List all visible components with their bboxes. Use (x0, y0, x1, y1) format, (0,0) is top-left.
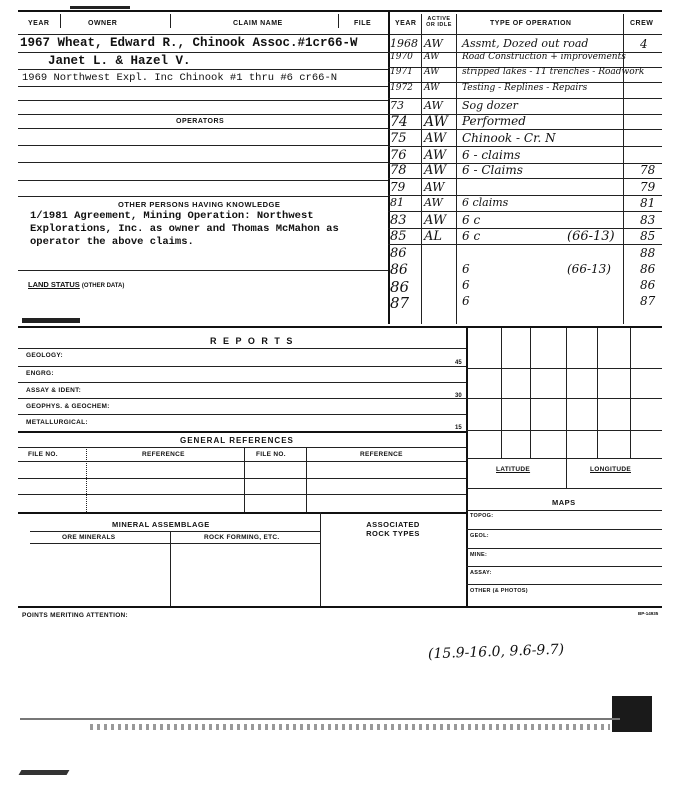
associated-rock-types-label: ASSOCIATED ROCK TYPES (366, 520, 420, 538)
operators-label: OPERATORS (176, 118, 225, 125)
activity-operation: Testing - Replines - Repairs (462, 83, 588, 93)
form-number: BP-14935 (638, 611, 659, 616)
col-year-2: YEAR (395, 20, 417, 27)
activity-year: 78 (390, 163, 407, 178)
activity-year: 1971 (390, 67, 413, 77)
scan-blot (612, 696, 652, 732)
bracket-note-1: (66-13) (567, 229, 615, 244)
activity-status: AW (424, 99, 443, 112)
activity-operation: Sog dozer (462, 99, 518, 112)
activity-operation: 6 c (462, 213, 481, 227)
col-active-idle: ACTIVE OR IDLE (426, 16, 452, 28)
activity-crew: 78 (640, 163, 656, 177)
activity-year: 87 (390, 294, 410, 312)
scan-smudge (22, 318, 80, 323)
coordinates-note: (15.9-16.0, 9.6-9.7) (427, 641, 565, 663)
activity-operation: 6 claims (462, 196, 509, 209)
activity-crew: 86 (640, 262, 656, 276)
activity-crew: 4 (640, 37, 648, 51)
activity-status: AW (424, 131, 447, 146)
activity-operation: 6 - claims (462, 148, 521, 162)
activity-status: AW (424, 37, 443, 50)
activity-year: 74 (390, 114, 408, 130)
activity-status: AW (424, 148, 447, 163)
col-owner: OWNER (88, 20, 118, 27)
activity-status: AW (424, 83, 440, 93)
reports-metallurgical: METALLURGICAL: (26, 419, 88, 426)
reports-engrg: ENGRG: (26, 370, 54, 377)
longitude-label: LONGITUDE (590, 466, 631, 473)
maps-assay: ASSAY: (470, 570, 492, 576)
bracket-note-2: (66-13) (567, 262, 611, 276)
activity-crew: 88 (640, 246, 656, 260)
header-rule (18, 34, 662, 35)
activity-year: 75 (390, 131, 407, 146)
scan-noise (20, 718, 620, 720)
rock-forming-label: ROCK FORMING, ETC. (204, 534, 280, 541)
mineral-assemblage-title: MINERAL ASSEMBLAGE (112, 520, 210, 529)
activity-status: AL (424, 229, 443, 244)
col-file: FILE (354, 20, 372, 27)
activity-operation: stripped lakes - 11 trenches - Roadwork (462, 67, 645, 77)
other-persons-line-3: operator the above claims. (30, 236, 194, 248)
activity-year: 1968 (390, 37, 418, 50)
maps-title: MAPS (552, 498, 576, 507)
reports-geophys: GEOPHYS. & GEOCHEM: (26, 403, 110, 410)
activity-crew: 85 (640, 229, 656, 243)
maps-topog: TOPOG: (470, 513, 494, 519)
activity-operation: 6 (462, 278, 470, 292)
activity-year: 83 (390, 213, 407, 228)
activity-status: AW (424, 180, 445, 194)
col-claim-name: CLAIM NAME (233, 20, 283, 27)
activity-crew: 81 (640, 196, 656, 210)
general-references-title: GENERAL REFERENCES (180, 436, 294, 445)
activity-operation: 6 - Claims (462, 163, 523, 177)
activity-year: 86 (390, 246, 407, 261)
latitude-label: LATITUDE (496, 466, 531, 473)
points-meriting-attention: POINTS MERITING ATTENTION: (22, 612, 129, 619)
activity-year: 76 (390, 148, 407, 163)
activity-year: 85 (390, 229, 407, 244)
owner-line-1: 1967 Wheat, Edward R., Chinook Assoc.#1cr66-W (20, 36, 358, 50)
activity-year: 81 (390, 196, 404, 209)
owner-line-2: Janet L. & Hazel V. (48, 54, 191, 68)
activity-year: 73 (390, 99, 404, 112)
top-border (18, 10, 662, 12)
ore-minerals-label: ORE MINERALS (62, 534, 116, 541)
col-year: YEAR (28, 20, 50, 27)
reports-geology: GEOLOGY: (26, 352, 63, 359)
activity-year: 79 (390, 180, 406, 194)
activity-operation: Performed (462, 114, 526, 128)
col-type-of-operation: TYPE OF OPERATION (490, 20, 572, 27)
activity-status: AW (424, 52, 440, 62)
scan-noise (19, 770, 70, 775)
activity-operation: Road Construction + improvements (462, 52, 626, 62)
col-crew: CREW (630, 20, 654, 27)
scan-smudge (70, 6, 130, 9)
activity-year: 86 (390, 278, 410, 296)
other-persons-line-1: 1/1981 Agreement, Mining Operation: Northwest (30, 210, 314, 222)
activity-operation: 6 c (462, 229, 481, 243)
activity-status: AW (424, 114, 448, 130)
maps-other: OTHER (& PHOTOS) (470, 588, 528, 594)
activity-crew: 79 (640, 180, 656, 194)
maps-geol: GEOL: (470, 533, 489, 539)
other-persons-line-2: Explorations, Inc. as owner and Thomas McMahon as (30, 223, 339, 235)
activity-status: AW (424, 196, 443, 209)
activity-year: 86 (390, 262, 408, 278)
activity-status: AW (424, 213, 447, 228)
activity-operation: 6 (462, 294, 470, 308)
activity-status: AW (424, 163, 447, 178)
reports-assay: ASSAY & IDENT: (26, 387, 82, 394)
reports-title: R E P O R T S (210, 336, 295, 346)
activity-year: 1972 (390, 83, 413, 93)
land-status-label: LAND STATUS (OTHER DATA) (28, 280, 125, 289)
activity-operation: Assmt, Dozed out road (462, 37, 589, 50)
activity-operation: 6 (462, 262, 470, 276)
activity-status: AW (424, 67, 440, 77)
activity-year: 1970 (390, 52, 413, 62)
owner-line-3: 1969 Northwest Expl. Inc Chinook #1 thru #6 cr66-N (22, 72, 338, 84)
activity-crew: 83 (640, 213, 656, 227)
other-persons-label: OTHER PERSONS HAVING KNOWLEDGE (118, 200, 281, 209)
scan-noise (90, 724, 610, 730)
maps-mine: MINE: (470, 552, 488, 558)
activity-operation: Chinook - Cr. N (462, 131, 556, 145)
activity-crew: 86 (640, 278, 656, 292)
activity-crew: 87 (640, 294, 656, 308)
